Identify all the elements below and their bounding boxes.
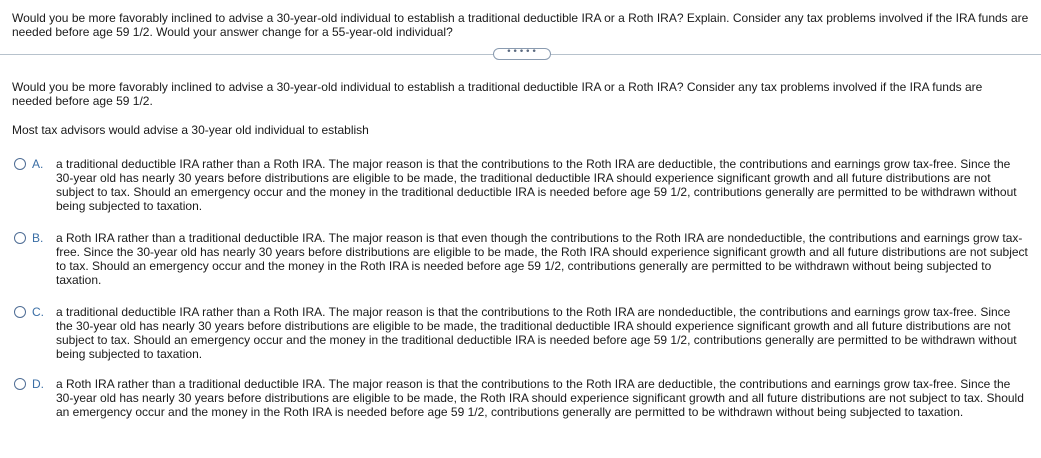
radio-button-b[interactable]	[14, 232, 26, 244]
option-letter-a: A.	[32, 157, 44, 171]
option-text-c: a traditional deductible IRA rather than a Roth IRA. The major reason is that the contributions to the Roth IRA are nondeductible, the contributions and earnings grow tax-free. Since the 30-year old has nearly 30 years before distributions are eligible to be made, the traditional deductible IRA should experience significant growth and all future distributions are not subject to tax. Should an emergency occur and the money in the traditional deductible IRA is needed before age 59 1/2, contributions generally are permitted to be withdrawn without being subjected to taxation.	[56, 305, 1017, 361]
answer-option-d[interactable]	[14, 377, 1029, 419]
option-text-b: a Roth IRA rather than a traditional deductible IRA. The major reason is that even though the contributions to the Roth IRA are nondeductible, the contributions and earnings grow tax-free. Since the 30-year old has nearly 30 years before distributions are eligible to be made, the Roth IRA should experience significant growth and all future distributions are not subject to tax. Should an emergency occur and the money in the Roth IRA is needed before age 59 1/2, contributions generally are permitted to be withdrawn without being subjected to taxation.	[56, 231, 1028, 287]
option-letter-c: C.	[32, 305, 44, 319]
expand-button[interactable]: •••••	[493, 48, 551, 60]
answer-option-b[interactable]	[14, 231, 1029, 287]
radio-button-a[interactable]	[14, 158, 26, 170]
option-letter-d: D.	[32, 377, 44, 391]
answer-option-a[interactable]	[14, 157, 1029, 213]
option-text-d: a Roth IRA rather than a traditional deductible IRA. The major reason is that the contributions to the Roth IRA are deductible, the contributions and earnings grow tax-free. Since the 30-year old has nearly 30 years before distributions are eligible to be made, the Roth IRA should experience significant growth and all future distributions are not subject to tax. Should an emergency occur and the money in the Roth IRA is needed before age 59 1/2, contributions generally are permitted to be withdrawn without being subjected to taxation.	[56, 377, 1024, 419]
answer-option-c[interactable]	[14, 305, 1029, 361]
question-header: Would you be more favorably inclined to advise a 30-year-old individual to establish a traditional deductible IRA or a Roth IRA? Explain. Consider any tax problems involved if the IRA funds are needed before age 59 1/2. Would your answer change for a 55-year-old individual?	[12, 11, 1029, 39]
radio-button-c[interactable]	[14, 306, 26, 318]
question-prompt: Most tax advisors would advise a 30-year old individual to establish	[12, 123, 369, 137]
sub-question: Would you be more favorably inclined to advise a 30-year-old individual to establish a traditional deductible IRA or a Roth IRA? Consider any tax problems involved if the IRA funds are needed before age 59 1/2.	[12, 80, 983, 108]
option-letter-b: B.	[32, 231, 44, 245]
option-text-a: a traditional deductible IRA rather than a Roth IRA. The major reason is that the contributions to the Roth IRA are deductible, the contributions and earnings grow tax-free. Since the 30-year old has nearly 30 years before distributions are eligible to be made, the traditional deductible IRA should experience significant growth and all future distributions are not subject to tax. Should an emergency occur and the money in the traditional deductible IRA is needed before age 59 1/2, contributions generally are permitted to be withdrawn without being subjected to taxation.	[56, 157, 1017, 213]
radio-button-d[interactable]	[14, 378, 26, 390]
